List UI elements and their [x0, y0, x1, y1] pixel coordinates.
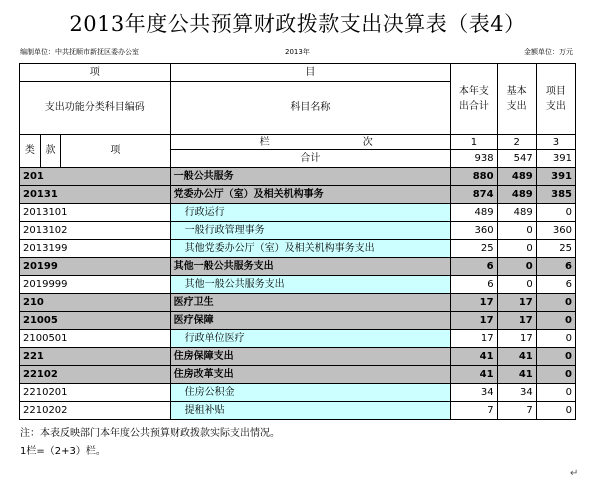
row-code: 2013199: [20, 240, 171, 258]
header-item-right: 目: [170, 64, 451, 82]
total-project: 391: [536, 150, 575, 168]
row-name: 其他一般公共服务支出: [170, 258, 451, 276]
row-name: 住房改革支出: [170, 366, 451, 384]
table-row: [20, 294, 576, 312]
row-name: 医疗保障: [170, 312, 451, 330]
row-name: 住房保障支出: [170, 348, 451, 366]
row-code: 2100501: [20, 330, 171, 348]
header-project: 项目支出: [536, 64, 575, 135]
row-total: 17: [451, 312, 497, 330]
row-basic: 0: [497, 222, 536, 240]
row-total: 6: [451, 258, 497, 276]
row-total: 34: [451, 384, 497, 402]
expenditure-table: [19, 63, 576, 420]
header-row-3: [20, 135, 576, 150]
table-row: [20, 384, 576, 402]
row-project: 0: [536, 384, 575, 402]
row-code: 20199: [20, 258, 171, 276]
row-total: 880: [451, 168, 497, 186]
table-row: [20, 204, 576, 222]
row-total: 17: [451, 294, 497, 312]
row-total: 874: [451, 186, 497, 204]
row-project: 25: [536, 240, 575, 258]
row-basic: 17: [497, 294, 536, 312]
row-basic: 34: [497, 384, 536, 402]
row-project: 0: [536, 312, 575, 330]
row-code: 20131: [20, 186, 171, 204]
header-item-left: 项: [20, 64, 171, 82]
table-row: [20, 258, 576, 276]
row-basic: 41: [497, 366, 536, 384]
row-total: 489: [451, 204, 497, 222]
header-xiang: 项: [61, 135, 170, 168]
row-basic: 489: [497, 168, 536, 186]
row-project: 0: [536, 330, 575, 348]
header-lanci: [170, 135, 451, 150]
total-basic: 547: [497, 150, 536, 168]
row-project: 0: [536, 366, 575, 384]
header-row-1: [20, 64, 576, 82]
row-project: 0: [536, 204, 575, 222]
row-code: 2013102: [20, 222, 171, 240]
total-label: 合计: [170, 150, 451, 168]
total-total: 938: [451, 150, 497, 168]
row-code: 2210201: [20, 384, 171, 402]
row-basic: 7: [497, 402, 536, 420]
row-name: 其他党委办公厅（室）及相关机构事务支出: [170, 240, 451, 258]
row-name: 党委办公厅（室）及相关机构事务: [170, 186, 451, 204]
row-project: 391: [536, 168, 575, 186]
table-row: [20, 312, 576, 330]
table-row: [20, 330, 576, 348]
row-project: 0: [536, 402, 575, 420]
report-title: 2013年度公共预算财政拨款支出决算表（表4）: [69, 12, 526, 36]
row-code: 201: [20, 168, 171, 186]
row-project: 0: [536, 294, 575, 312]
row-project: 360: [536, 222, 575, 240]
header-code: 支出功能分类科目编码: [20, 82, 171, 135]
header-col2: 2: [497, 135, 536, 150]
row-total: 17: [451, 330, 497, 348]
row-total: 7: [451, 402, 497, 420]
header-col3: 3: [536, 135, 575, 150]
header-kuan: 款: [40, 135, 61, 168]
report-year: 2013年: [285, 48, 310, 56]
table-row: [20, 186, 576, 204]
row-name: 行政单位医疗: [170, 330, 451, 348]
row-basic: 17: [497, 330, 536, 348]
row-code: 2210202: [20, 402, 171, 420]
amount-unit: 金额单位：万元: [524, 48, 573, 56]
row-name: 住房公积金: [170, 384, 451, 402]
header-total: 本年支出合计: [451, 64, 497, 135]
row-code: 21005: [20, 312, 171, 330]
row-code: 221: [20, 348, 171, 366]
header-col1: 1: [451, 135, 497, 150]
compiling-unit: 编制单位：中共抚顺市新抚区委办公室: [20, 48, 139, 56]
footnote-1: 注：本表反映部门本年度公共预算财政拨款实际支出情况。: [20, 428, 280, 439]
table-row: [20, 276, 576, 294]
row-total: 6: [451, 276, 497, 294]
row-name: 提租补贴: [170, 402, 451, 420]
table-row: [20, 168, 576, 186]
table-row: [20, 222, 576, 240]
table-row: [20, 366, 576, 384]
footnote-2: 1栏=（2+3）栏。: [20, 446, 106, 457]
row-name: 医疗卫生: [170, 294, 451, 312]
row-name: 一般行政管理事务: [170, 222, 451, 240]
header-basic: 基本支出: [497, 64, 536, 135]
row-name: 一般公共服务: [170, 168, 451, 186]
row-project: 6: [536, 276, 575, 294]
header-lan: 栏: [259, 136, 270, 148]
row-basic: 489: [497, 204, 536, 222]
row-basic: 0: [497, 240, 536, 258]
table-row: [20, 348, 576, 366]
header-name: 科目名称: [170, 82, 451, 135]
row-basic: 41: [497, 348, 536, 366]
row-project: 385: [536, 186, 575, 204]
row-code: 22102: [20, 366, 171, 384]
row-project: 6: [536, 258, 575, 276]
paragraph-mark: ↵: [570, 468, 579, 479]
row-basic: 17: [497, 312, 536, 330]
row-code: 210: [20, 294, 171, 312]
row-project: 0: [536, 348, 575, 366]
row-name: 其他一般公共服务支出: [170, 276, 451, 294]
row-basic: 0: [497, 258, 536, 276]
row-total: 25: [451, 240, 497, 258]
table-row: [20, 240, 576, 258]
row-total: 41: [451, 366, 497, 384]
row-basic: 489: [497, 186, 536, 204]
header-lei: 类: [20, 135, 41, 168]
row-basic: 0: [497, 276, 536, 294]
table-row: [20, 402, 576, 420]
row-name: 行政运行: [170, 204, 451, 222]
header-ci: 次: [362, 136, 373, 148]
row-total: 360: [451, 222, 497, 240]
row-total: 41: [451, 348, 497, 366]
row-code: 2019999: [20, 276, 171, 294]
row-code: 2013101: [20, 204, 171, 222]
